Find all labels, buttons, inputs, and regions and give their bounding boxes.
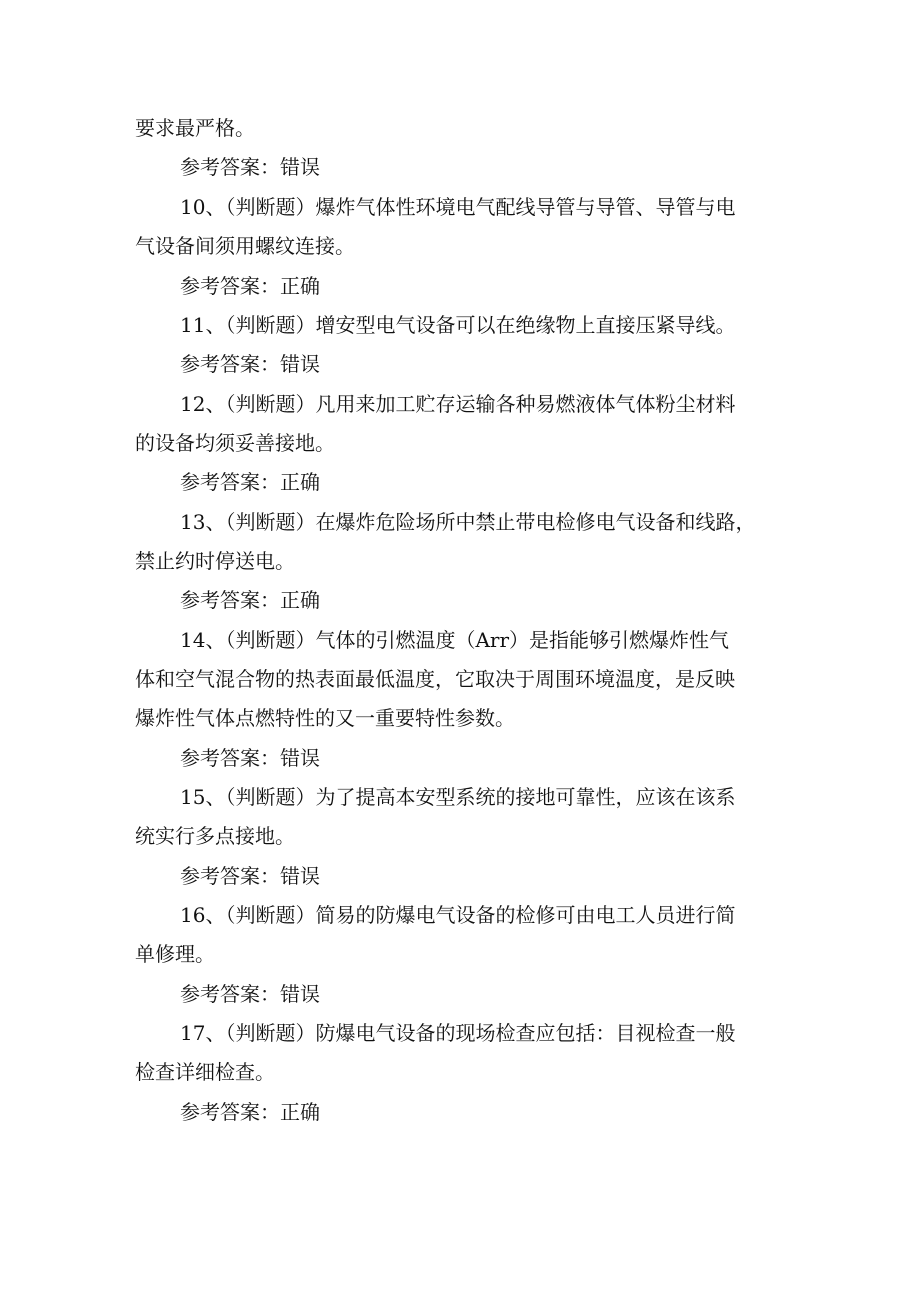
question-16-text-line-2: 单修理。 (135, 942, 215, 966)
question-9-text-line-end: 要求最严格。 (135, 116, 255, 140)
question-14-answer: 参考答案：错误 (180, 746, 320, 770)
question-15-text-line-2: 统实行多点接地。 (135, 824, 295, 848)
question-15-answer: 参考答案：错误 (180, 864, 320, 888)
question-14-text-line-1: 14、（判断题）气体的引燃温度（Arr）是指能够引燃爆炸性气 (180, 628, 730, 652)
question-17-text-line-1: 17、（判断题）防爆电气设备的现场检查应包括：目视检查一般 (180, 1021, 736, 1045)
question-15-text-line-1: 15、（判断题）为了提高本安型系统的接地可靠性，应该在该系 (180, 785, 736, 809)
question-17-text-line-2: 检查详细检查。 (135, 1060, 275, 1084)
question-13-text-line-1: 13、（判断题）在爆炸危险场所中禁止带电检修电气设备和线路， (180, 510, 756, 534)
question-16-answer: 参考答案：错误 (180, 982, 320, 1006)
question-12-text-line-2: 的设备均须妥善接地。 (135, 431, 335, 455)
question-10-text-line-1: 10、（判断题）爆炸气体性环境电气配线导管与导管、导管与电 (180, 195, 736, 219)
question-13-answer: 参考答案：正确 (180, 588, 320, 612)
question-10-text-line-2: 气设备间须用螺纹连接。 (135, 234, 355, 258)
question-12-text-line-1: 12、（判断题）凡用来加工贮存运输各种易燃液体气体粉尘材料 (180, 392, 736, 416)
question-11-answer: 参考答案：错误 (180, 352, 320, 376)
question-12-answer: 参考答案：正确 (180, 470, 320, 494)
question-13-text-line-2: 禁止约时停送电。 (135, 549, 295, 573)
question-9-answer: 参考答案：错误 (180, 155, 320, 179)
question-17-answer: 参考答案：正确 (180, 1100, 320, 1124)
question-11-text-line-1: 11、（判断题）增安型电气设备可以在绝缘物上直接压紧导线。 (180, 313, 736, 337)
question-14-text-line-2: 体和空气混合物的热表面最低温度，它取决于周围环境温度，是反映 (135, 667, 735, 691)
question-10-answer: 参考答案：正确 (180, 274, 320, 298)
question-14-text-line-3: 爆炸性气体点燃特性的又一重要特性参数。 (135, 706, 515, 730)
question-16-text-line-1: 16、（判断题）简易的防爆电气设备的检修可由电工人员进行简 (180, 903, 736, 927)
